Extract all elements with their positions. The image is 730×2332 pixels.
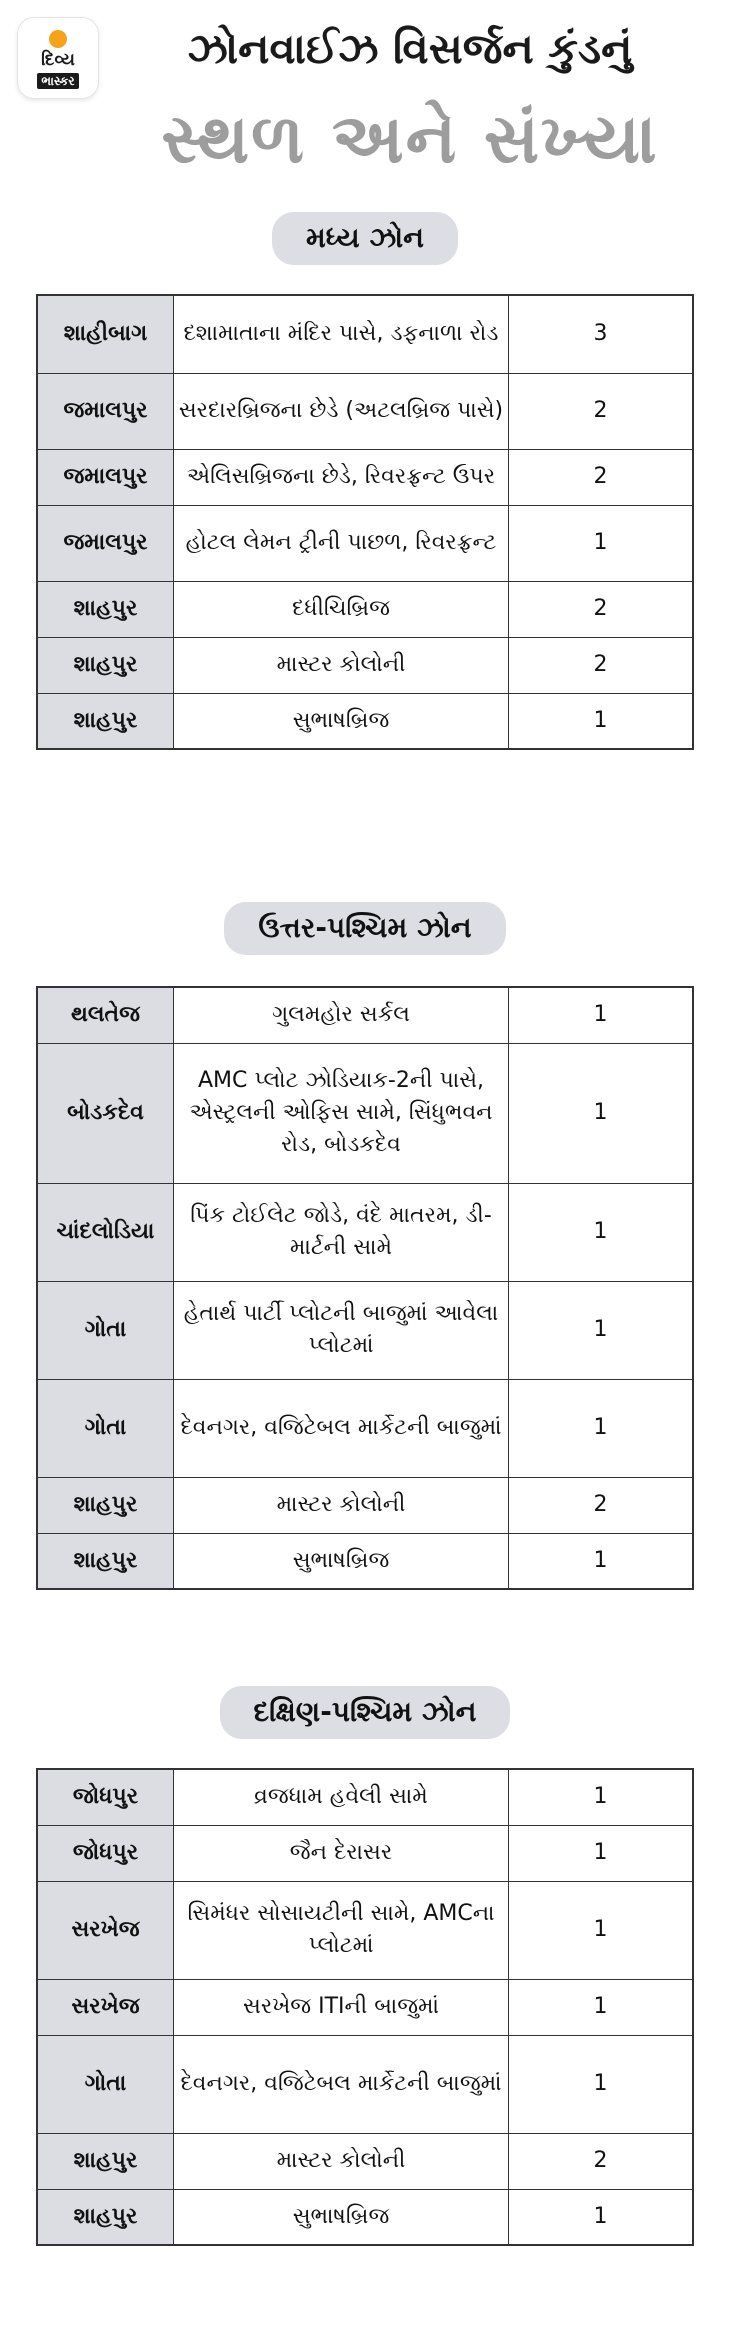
count-cell: 2: [509, 373, 694, 449]
table-row: [37, 449, 693, 505]
zone-table-central: [36, 294, 694, 750]
divya-bhaskar-logo: [18, 18, 98, 98]
area-cell: શાહપુર: [37, 2189, 174, 2245]
area-cell: ગોતા: [37, 1281, 174, 1379]
area-cell: શાહીબાગ: [37, 295, 174, 373]
area-cell: ગોતા: [37, 2035, 174, 2133]
location-cell: ગુલમહોર સર્કલ: [174, 987, 509, 1043]
table-row: [37, 1477, 693, 1533]
location-cell: સુભાષબ્રિજ: [174, 693, 509, 749]
zone-heading-south-west: [0, 1686, 730, 1739]
location-cell: જૈન દેરાસર: [174, 1825, 509, 1881]
table-row: [37, 1979, 693, 2035]
location-cell: સરદારબ્રિજના છેડે (અટલબ્રિજ પાસે): [174, 373, 509, 449]
area-cell: જમાલપુર: [37, 373, 174, 449]
area-cell: શાહપુર: [37, 1477, 174, 1533]
location-cell: દશામાતાના મંદિર પાસે, ડફનાળા રોડ: [174, 295, 509, 373]
area-cell: બોડકદેવ: [37, 1043, 174, 1183]
area-cell: સરખેજ: [37, 1979, 174, 2035]
table-row: [37, 1183, 693, 1281]
location-cell: AMC પ્લોટ ઝોડિયાક-2ની પાસે, એસ્ટ્રલની ઓફિસ સામે, સિંધુભવન રોડ, બોડકદેવ: [174, 1043, 509, 1183]
table-row: [37, 505, 693, 581]
count-cell: 1: [509, 1043, 694, 1183]
table-row: [37, 2035, 693, 2133]
table-row: [37, 2189, 693, 2245]
count-cell: 1: [509, 1825, 694, 1881]
location-cell: માસ્ટર કોલોની: [174, 637, 509, 693]
count-cell: 1: [509, 1881, 694, 1979]
table-row: [37, 1825, 693, 1881]
count-cell: 1: [509, 1379, 694, 1477]
count-cell: 1: [509, 2189, 694, 2245]
table-row: [37, 2133, 693, 2189]
sun-icon: [49, 30, 67, 48]
location-cell: પિંક ટોઈલેટ જોડે, વંદે માતરમ, ડી-માર્ટની સામે: [174, 1183, 509, 1281]
table-row: [37, 373, 693, 449]
table-row: [37, 1881, 693, 1979]
area-cell: શાહપુર: [37, 1533, 174, 1589]
zone-label: ઉત્તર-પશ્ચિમ ઝોન: [224, 902, 505, 955]
count-cell: 1: [509, 1979, 694, 2035]
location-cell: હેતાર્થ પાર્ટી પ્લોટની બાજુમાં આવેલા પ્લોટમાં: [174, 1281, 509, 1379]
area-cell: શાહપુર: [37, 581, 174, 637]
location-cell: સુભાષબ્રિજ: [174, 1533, 509, 1589]
table-row: [37, 1379, 693, 1477]
area-cell: ચાંદલોડિયા: [37, 1183, 174, 1281]
location-cell: દધીચિબ્રિજ: [174, 581, 509, 637]
area-cell: જોધપુર: [37, 1825, 174, 1881]
count-cell: 1: [509, 1183, 694, 1281]
table-row: [37, 1043, 693, 1183]
table-row: [37, 581, 693, 637]
area-cell: શાહપુર: [37, 637, 174, 693]
location-cell: સરખેજ ITIની બાજુમાં: [174, 1979, 509, 2035]
area-cell: થલતેજ: [37, 987, 174, 1043]
count-cell: 1: [509, 1533, 694, 1589]
area-cell: શાહપુર: [37, 693, 174, 749]
table-row: [37, 693, 693, 749]
count-cell: 3: [509, 295, 694, 373]
location-cell: માસ્ટર કોલોની: [174, 1477, 509, 1533]
location-cell: માસ્ટર કોલોની: [174, 2133, 509, 2189]
count-cell: 2: [509, 581, 694, 637]
count-cell: 2: [509, 637, 694, 693]
zone-label: દક્ષિણ-પશ્ચિમ ઝોન: [220, 1686, 511, 1739]
zone-heading-north-west: [0, 902, 730, 955]
table-row: [37, 1281, 693, 1379]
area-cell: જમાલપુર: [37, 449, 174, 505]
count-cell: 2: [509, 449, 694, 505]
zone-table-north-west: [36, 986, 694, 1590]
count-cell: 1: [509, 1769, 694, 1825]
location-cell: વ્રજધામ હવેલી સામે: [174, 1769, 509, 1825]
area-cell: શાહપુર: [37, 2133, 174, 2189]
count-cell: 2: [509, 1477, 694, 1533]
logo-text-bottom: ભાસ્કર: [37, 73, 78, 89]
count-cell: 1: [509, 693, 694, 749]
count-cell: 1: [509, 987, 694, 1043]
table-row: [37, 295, 693, 373]
area-cell: જમાલપુર: [37, 505, 174, 581]
zone-heading-central: [0, 212, 730, 265]
table-row: [37, 1769, 693, 1825]
zone-label: મધ્ય ઝોન: [272, 212, 458, 265]
page-title: ઝોનવાઈઝ વિસર્જન કુંડનું: [187, 24, 633, 73]
table-row: [37, 1533, 693, 1589]
table-row: [37, 637, 693, 693]
location-cell: દેવનગર, વજિટેબલ માર્કેટની બાજુમાં: [174, 2035, 509, 2133]
page-subtitle: સ્થળ અને સંખ્યા: [161, 100, 659, 179]
area-cell: જોધપુર: [37, 1769, 174, 1825]
zone-table-south-west: [36, 1768, 694, 2246]
location-cell: હોટલ લેમન ટ્રીની પાછળ, રિવરફ્રન્ટ: [174, 505, 509, 581]
count-cell: 1: [509, 505, 694, 581]
location-cell: સિમંધર સોસાયટીની સામે, AMCના પ્લોટમાં: [174, 1881, 509, 1979]
location-cell: સુભાષબ્રિજ: [174, 2189, 509, 2245]
count-cell: 2: [509, 2133, 694, 2189]
location-cell: એલિસબ્રિજના છેડે, રિવરફ્રન્ટ ઉપર: [174, 449, 509, 505]
count-cell: 1: [509, 2035, 694, 2133]
logo-text-top: દિવ્ય: [41, 50, 75, 70]
area-cell: સરખેજ: [37, 1881, 174, 1979]
area-cell: ગોતા: [37, 1379, 174, 1477]
header: [0, 0, 730, 205]
location-cell: દેવનગર, વજિટેબલ માર્કેટની બાજુમાં: [174, 1379, 509, 1477]
table-row: [37, 987, 693, 1043]
count-cell: 1: [509, 1281, 694, 1379]
